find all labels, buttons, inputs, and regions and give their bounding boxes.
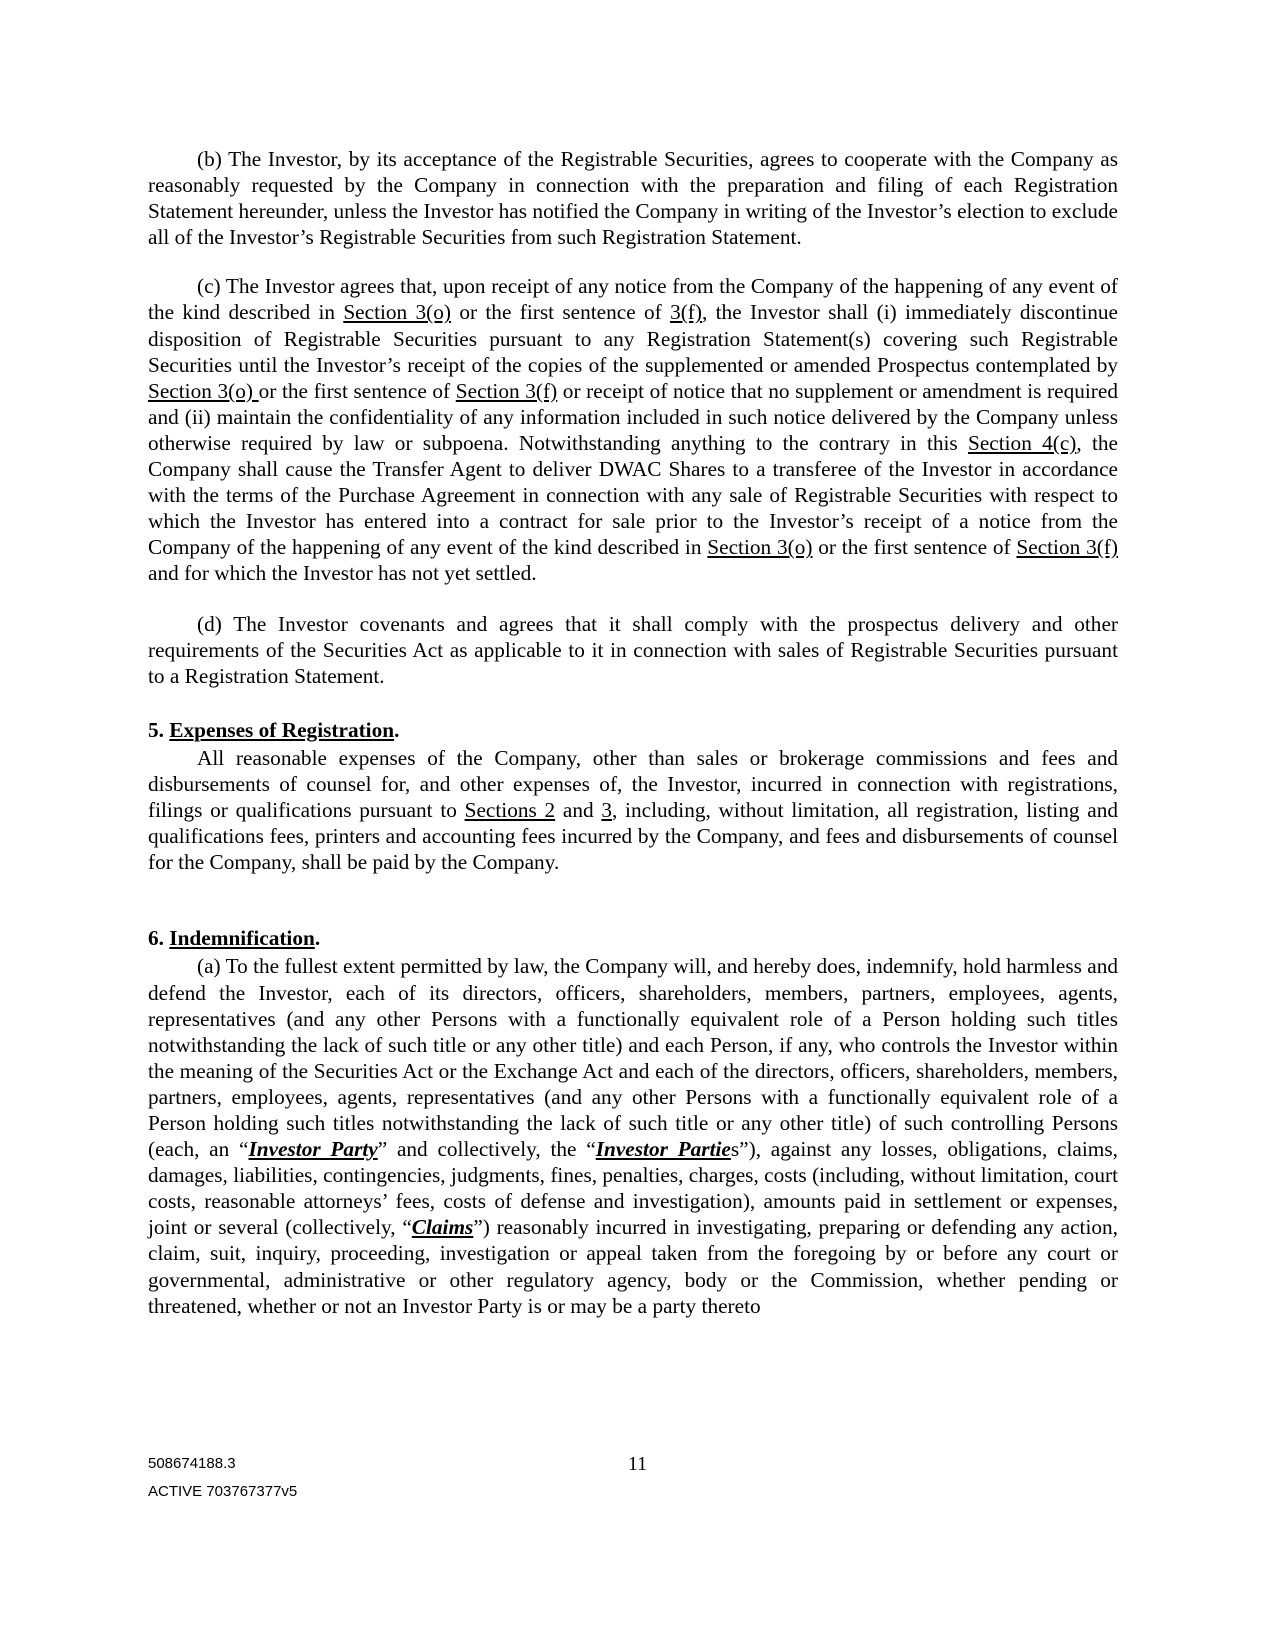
text-run: All reasonable expenses of the Company, other than sales or brokerage commissions and fees and disbursements of counsel for, and other expenses of, the Investor, incurred in connection with registrations, filings or qualifications pursuant to bbox=[148, 745, 1118, 823]
text-run: ” and collectively, the “ bbox=[377, 1137, 596, 1162]
text-run: , the Company shall cause the Transfer Agent to deliver DWAC Shares to a transferee of the Investor in accordance with the terms of the Purchase Agreement in connection with any sale of Registrable Securities with respect to which the Investor has entered into a contract for sale prior to the Investor’s receipt of a notice from the Company of the happening of any event of the kind described in bbox=[148, 430, 1118, 560]
document-page bbox=[148, 146, 1118, 1319]
section-reference: Section 3(o) bbox=[707, 535, 813, 560]
text-run: or receipt of notice that no supplement or amendment is required and (ii) maintain the confidentiality of any information included in such notice delivered by the Company unless otherwise required by law or subpoena. Notwithstanding anything to the contrary in this bbox=[148, 378, 1118, 455]
section-reference: Section 3(f) bbox=[455, 378, 558, 403]
section-title: Indemnification bbox=[169, 926, 315, 951]
text-run: s”), against any losses, obligations, claims, damages, liabilities, contingencies, judgments, fines, penalties, charges, costs (including, without limitation, court costs, reasonable attorneys’ fees, costs of defense and investigation), amounts paid in settlement or expenses, joint or several (collectively, “ bbox=[148, 1137, 1118, 1240]
section-reference: Section 3(o) bbox=[148, 378, 259, 403]
page-number: 11 bbox=[627, 1453, 648, 1475]
paragraph-4b: (b) The Investor, by its acceptance of the Registrable Securities, agrees to cooperate with the Company as reasonably requested by the Company in connection with the preparation and filing of each Registration Statement hereunder, unless the Investor has notified the Company in writing of the Investor’s election to exclude all of the Investor’s Registrable Securities from such Registration Statement. bbox=[148, 147, 1118, 250]
section-reference: 3(f) bbox=[670, 300, 702, 325]
text-run: ”) reasonably incurred in investigating, preparing or defending any action, claim, suit, inquiry, proceeding, investigation or appeal taken from the foregoing by or before any court or governmental, administrative or other regulatory agency, body or the Commission, whether pending or threatened, whether or not an Investor Party is or may be a party thereto bbox=[148, 1215, 1119, 1318]
text-run: or the first sentence of bbox=[451, 300, 671, 325]
heading-period: . bbox=[314, 926, 321, 951]
text-run: or the first sentence of bbox=[258, 378, 456, 403]
doc-id: 508674188.3 bbox=[148, 1455, 236, 1472]
text-run: and for which the Investor has not yet settled. bbox=[148, 561, 537, 586]
paragraph-4c bbox=[148, 273, 1118, 586]
text-run: or the first sentence of bbox=[812, 535, 1017, 560]
section-number: 5. bbox=[148, 717, 170, 742]
heading-period: . bbox=[394, 717, 400, 742]
defined-term: Claims bbox=[411, 1215, 474, 1240]
text-run: , including, without limitation, all registration, listing and qualifications fees, printers and accounting fees incurred by the Company, and fees and disbursements of counsel for the Company, shall be paid by the Company. bbox=[148, 798, 1118, 875]
section-reference: Section 3(o) bbox=[343, 300, 452, 325]
section-reference: Sections 2 bbox=[464, 798, 556, 823]
section-5-heading bbox=[148, 717, 1118, 743]
paragraph-5 bbox=[148, 745, 1118, 875]
text-run: (a) To the fullest extent permitted by law, the Company will, and hereby does, indemnify, hold harmless and defend the Investor, each of its directors, officers, shareholders, members, partners, employees, agents, representatives (and any other Persons with a functionally equivalent role of a Person holding such titles notwithstanding the lack of such title or any other title) and each Person, if any, who controls the Investor within the meaning of the Securities Act or the Exchange Act and each of the directors, officers, shareholders, members, partners, employees, agents, representatives (and any other Persons with a functionally equivalent role of a Person holding such titles notwithstanding the lack of such title or any other title) of such controlling Persons (each, an “ bbox=[148, 954, 1118, 1162]
section-number: 6. bbox=[148, 926, 170, 951]
text-run: (c) The Investor agrees that, upon receipt of any notice from the Company of the happening of any event of the kind described in bbox=[148, 274, 1118, 325]
text-run: and bbox=[555, 798, 602, 823]
defined-term: Investor Partie bbox=[595, 1137, 731, 1162]
paragraph-6a bbox=[148, 953, 1118, 1318]
section-title: Expenses of Registration bbox=[169, 717, 395, 742]
section-6-heading bbox=[148, 925, 1118, 951]
text-run: , the Investor shall (i) immediately discontinue disposition of Registrable Securities pursuant to any Registration Statement(s) covering such Registrable Securities until the Investor’s receipt of the copies of the supplemented or amended Prospectus contemplated by bbox=[148, 300, 1119, 377]
defined-term: Investor Party bbox=[248, 1137, 378, 1162]
section-reference: Section 3(f) bbox=[1016, 535, 1118, 560]
paragraph-4d: (d) The Investor covenants and agrees that it shall comply with the prospectus delivery and other requirements of the Securities Act as applicable to it in connection with sales of Registrable Securities pursuant to a Registration Statement. bbox=[148, 611, 1118, 688]
section-reference: 3 bbox=[601, 798, 613, 823]
section-reference: Section 4(c) bbox=[967, 430, 1077, 455]
active-id: ACTIVE 703767377v5 bbox=[148, 1483, 298, 1500]
